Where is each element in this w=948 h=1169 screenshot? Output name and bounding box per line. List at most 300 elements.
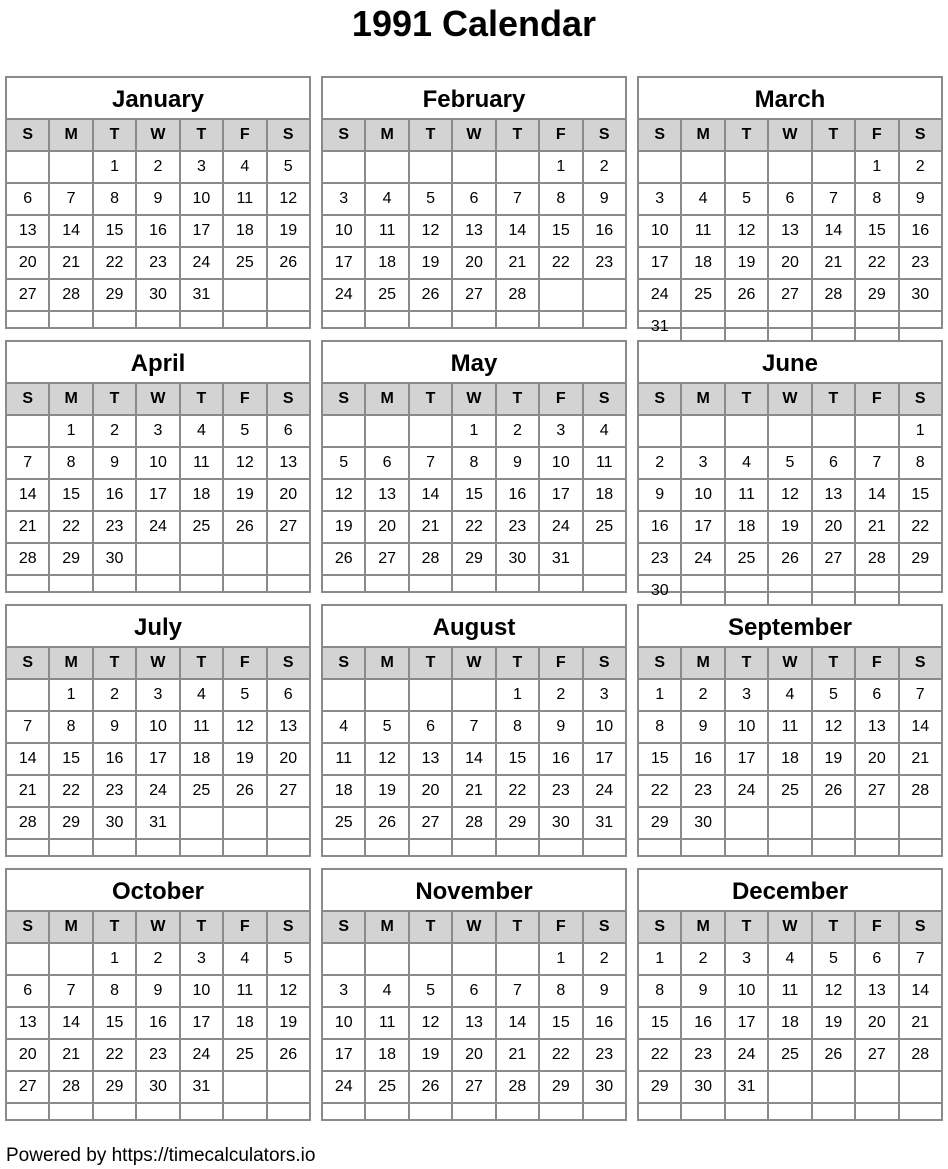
day-cell: 2	[94, 680, 137, 710]
week-row	[323, 944, 625, 976]
day-cell: 11	[726, 480, 769, 510]
month-name: October	[7, 870, 309, 912]
day-cell	[268, 840, 309, 855]
weekday-header: T	[813, 912, 856, 942]
day-cell	[497, 312, 540, 327]
day-cell	[366, 840, 409, 855]
weekday-header: S	[282, 654, 294, 671]
day-cell: 2	[137, 944, 180, 974]
day-cell: 3	[323, 184, 366, 214]
day-cell: 13	[7, 1008, 50, 1038]
day-cell: 25	[323, 808, 366, 838]
day-cell: 22	[856, 248, 899, 278]
day-cell: 22	[639, 1040, 682, 1070]
day-cell	[410, 312, 453, 327]
month-name: August	[323, 606, 625, 648]
day-cell: 24	[726, 1040, 769, 1070]
day-cell: 13	[813, 480, 856, 510]
month-name: February	[323, 78, 625, 120]
day-cell	[268, 808, 309, 838]
day-cell: 22	[540, 248, 583, 278]
day-cell: 3	[599, 686, 609, 703]
day-cell: 4	[769, 944, 812, 974]
day-cell: 4	[366, 184, 409, 214]
day-cell	[7, 152, 50, 182]
day-cell	[769, 312, 812, 340]
weekday-header: T	[181, 912, 224, 942]
day-cell: 24	[726, 776, 769, 806]
day-cell: 15	[639, 1008, 682, 1038]
week-row	[323, 544, 625, 576]
weekday-header: T	[94, 912, 137, 942]
weekday-header: M	[50, 912, 93, 942]
weekday-header: F	[224, 384, 267, 414]
week-row	[7, 680, 309, 712]
weekday-header: T	[94, 384, 137, 414]
day-cell	[94, 840, 137, 855]
day-cell	[7, 416, 50, 446]
day-cell: 4	[181, 680, 224, 710]
day-cell: 26	[224, 512, 267, 542]
day-cell: 31	[181, 1072, 224, 1102]
day-cell: 9	[137, 976, 180, 1006]
day-cell	[540, 1104, 583, 1119]
week-row	[323, 808, 625, 840]
day-cell	[453, 840, 496, 855]
day-cell: 30	[595, 1078, 614, 1095]
weekday-header-row	[323, 648, 625, 680]
week-row	[7, 1040, 309, 1072]
day-cell	[900, 1104, 941, 1119]
day-cell: 14	[911, 718, 930, 735]
page-title: 1991 Calendar	[351, 3, 597, 44]
day-cell: 26	[410, 1072, 453, 1102]
day-cell: 20	[410, 776, 453, 806]
day-cell: 16	[639, 512, 682, 542]
weekday-header: W	[769, 384, 812, 414]
day-cell: 8	[94, 976, 137, 1006]
day-cell: 11	[595, 454, 613, 471]
day-cell: 8	[856, 184, 899, 214]
day-cell: 4	[366, 976, 409, 1006]
day-cell: 21	[813, 248, 856, 278]
day-cell: 24	[639, 280, 682, 310]
day-cell: 28	[50, 1072, 93, 1102]
day-cell: 24	[682, 544, 725, 574]
day-cell	[50, 944, 93, 974]
week-row	[323, 416, 625, 448]
day-cell: 7	[7, 712, 50, 742]
day-cell: 21	[453, 776, 496, 806]
day-cell: 25	[181, 512, 224, 542]
day-cell: 27	[813, 544, 856, 574]
day-cell	[856, 416, 899, 446]
day-cell: 23	[595, 1046, 614, 1063]
day-cell: 5	[726, 184, 769, 214]
day-cell: 26	[279, 254, 298, 271]
day-cell: 1	[540, 944, 583, 974]
day-cell: 18	[181, 744, 224, 774]
weekday-header: T	[726, 384, 769, 414]
week-row	[323, 680, 625, 712]
day-cell	[410, 944, 453, 974]
day-cell: 17	[137, 480, 180, 510]
weekday-header: S	[323, 120, 366, 150]
day-cell: 20	[813, 512, 856, 542]
week-row	[323, 248, 625, 280]
day-cell	[323, 680, 366, 710]
day-cell: 1	[639, 944, 682, 974]
day-cell: 28	[410, 544, 453, 574]
day-cell	[7, 576, 50, 591]
day-cell: 18	[181, 480, 224, 510]
day-cell: 14	[453, 744, 496, 774]
day-cell	[137, 576, 180, 591]
day-cell: 5	[224, 416, 267, 446]
day-cell: 1	[915, 422, 925, 439]
day-cell: 15	[639, 744, 682, 774]
day-cell: 27	[279, 518, 298, 535]
day-cell: 24	[137, 776, 180, 806]
week-row	[639, 416, 941, 448]
day-cell	[268, 280, 309, 310]
day-cell: 25	[726, 544, 769, 574]
day-cell	[856, 840, 899, 855]
week-row	[639, 544, 941, 576]
weekday-header: T	[410, 648, 453, 678]
day-cell	[224, 840, 267, 855]
day-cell: 23	[137, 248, 180, 278]
week-row	[7, 776, 309, 808]
month-name: July	[7, 606, 309, 648]
weekday-header: T	[410, 912, 453, 942]
weekday-header: T	[813, 120, 856, 150]
week-row	[639, 840, 941, 855]
weekday-header-row	[323, 120, 625, 152]
day-cell	[224, 544, 267, 574]
weekday-header-row	[323, 384, 625, 416]
day-cell: 28	[497, 280, 540, 310]
day-cell	[453, 1104, 496, 1119]
day-cell	[813, 840, 856, 855]
day-cell: 21	[50, 1040, 93, 1070]
day-cell	[584, 1104, 625, 1119]
day-cell: 18	[595, 486, 614, 503]
day-cell: 9	[915, 190, 925, 207]
day-cell: 3	[181, 944, 224, 974]
day-cell: 23	[682, 1040, 725, 1070]
day-cell: 26	[410, 280, 453, 310]
day-cell: 2	[915, 158, 925, 175]
week-row	[639, 1072, 941, 1104]
day-cell: 21	[856, 512, 899, 542]
weekday-header: S	[598, 390, 610, 407]
weekday-header: F	[540, 384, 583, 414]
day-cell: 6	[366, 448, 409, 478]
day-cell: 5	[283, 158, 293, 175]
weekday-header: M	[50, 120, 93, 150]
day-cell: 7	[497, 976, 540, 1006]
weekday-header: F	[540, 648, 583, 678]
day-cell: 13	[7, 216, 50, 246]
week-row	[323, 1072, 625, 1104]
day-cell: 11	[181, 712, 224, 742]
weekday-header: S	[323, 384, 366, 414]
weekday-header: W	[453, 912, 496, 942]
weekday-header: S	[7, 648, 50, 678]
day-cell	[366, 312, 409, 327]
day-cell: 2	[497, 416, 540, 446]
day-cell: 25	[595, 518, 614, 535]
weekday-header: T	[410, 120, 453, 150]
calendar-grid	[5, 76, 943, 1121]
day-cell: 1	[50, 416, 93, 446]
day-cell	[410, 840, 453, 855]
week-row	[7, 576, 309, 591]
week-row	[7, 248, 309, 280]
day-cell: 23	[137, 1040, 180, 1070]
day-cell: 2	[137, 152, 180, 182]
day-cell: 12	[224, 448, 267, 478]
day-cell: 21	[911, 1014, 930, 1031]
week-row	[639, 1104, 941, 1119]
weekday-header: W	[769, 120, 812, 150]
day-cell: 2	[599, 950, 609, 967]
day-cell: 9	[497, 448, 540, 478]
weekday-header: F	[856, 648, 899, 678]
weekday-header: F	[856, 912, 899, 942]
day-cell: 28	[50, 280, 93, 310]
day-cell: 2	[599, 158, 609, 175]
day-cell	[813, 1072, 856, 1102]
day-cell	[769, 1104, 812, 1119]
day-cell	[268, 576, 309, 591]
day-cell: 27	[856, 1040, 899, 1070]
day-cell	[50, 312, 93, 327]
day-cell: 22	[540, 1040, 583, 1070]
weekday-header: M	[366, 120, 409, 150]
day-cell: 2	[682, 944, 725, 974]
weekday-header-row	[639, 648, 941, 680]
week-row	[323, 1104, 625, 1119]
weekday-header: M	[682, 912, 725, 942]
day-cell: 22	[94, 1040, 137, 1070]
day-cell: 28	[7, 544, 50, 574]
weekday-header: W	[137, 912, 180, 942]
week-row	[323, 744, 625, 776]
day-cell: 8	[497, 712, 540, 742]
day-cell: 16	[94, 744, 137, 774]
weekday-header: S	[282, 918, 294, 935]
weekday-header: F	[856, 384, 899, 414]
weekday-header: T	[497, 384, 540, 414]
weekday-header: T	[497, 120, 540, 150]
day-cell: 25	[224, 248, 267, 278]
day-cell: 31	[137, 808, 180, 838]
month-name: November	[323, 870, 625, 912]
day-cell: 29	[639, 808, 682, 838]
day-cell: 19	[410, 248, 453, 278]
day-cell: 27	[856, 776, 899, 806]
day-cell: 23	[497, 512, 540, 542]
day-cell: 10	[137, 712, 180, 742]
day-cell: 3	[137, 680, 180, 710]
week-row	[323, 1008, 625, 1040]
day-cell	[497, 1104, 540, 1119]
day-cell: 9	[682, 976, 725, 1006]
day-cell: 30	[682, 1072, 725, 1102]
day-cell: 13	[856, 712, 899, 742]
day-cell: 7	[50, 976, 93, 1006]
day-cell: 6	[453, 976, 496, 1006]
day-cell: 13	[279, 718, 298, 735]
day-cell: 15	[50, 744, 93, 774]
month-october	[5, 868, 311, 1121]
week-row	[7, 280, 309, 312]
weekday-header: T	[181, 120, 224, 150]
day-cell: 11	[224, 184, 267, 214]
weekday-header: M	[682, 384, 725, 414]
weekday-header: S	[639, 384, 682, 414]
day-cell: 16	[595, 1014, 614, 1031]
day-cell: 10	[639, 216, 682, 246]
day-cell: 27	[366, 544, 409, 574]
day-cell: 28	[7, 808, 50, 838]
day-cell	[769, 152, 812, 182]
day-cell: 28	[813, 280, 856, 310]
day-cell: 13	[453, 1008, 496, 1038]
day-cell: 30	[540, 808, 583, 838]
day-cell: 20	[769, 248, 812, 278]
day-cell: 1	[540, 152, 583, 182]
week-row	[7, 1072, 309, 1104]
day-cell: 2	[639, 448, 682, 478]
week-row	[323, 1040, 625, 1072]
day-cell: 19	[366, 776, 409, 806]
day-cell	[856, 576, 899, 604]
weekday-header: S	[598, 918, 610, 935]
weekday-header: T	[497, 912, 540, 942]
day-cell: 14	[497, 216, 540, 246]
day-cell: 23	[94, 512, 137, 542]
day-cell: 2	[94, 416, 137, 446]
day-cell: 17	[639, 248, 682, 278]
day-cell	[584, 312, 625, 327]
day-cell: 12	[224, 712, 267, 742]
day-cell: 10	[181, 184, 224, 214]
day-cell: 4	[769, 680, 812, 710]
day-cell: 31	[639, 312, 682, 340]
day-cell: 7	[453, 712, 496, 742]
day-cell: 6	[283, 686, 293, 703]
day-cell	[224, 1072, 267, 1102]
day-cell: 24	[323, 280, 366, 310]
day-cell	[726, 1104, 769, 1119]
week-row	[639, 312, 941, 340]
day-cell: 5	[813, 680, 856, 710]
day-cell	[769, 840, 812, 855]
footer-credit: Powered by https://timecalculators.io	[6, 1145, 316, 1166]
day-cell: 24	[137, 512, 180, 542]
day-cell	[639, 840, 682, 855]
day-cell	[497, 152, 540, 182]
week-row	[323, 448, 625, 480]
month-june	[637, 340, 943, 599]
week-row	[639, 744, 941, 776]
day-cell: 13	[366, 480, 409, 510]
weekday-header: S	[7, 120, 50, 150]
day-cell: 8	[639, 712, 682, 742]
day-cell: 14	[911, 982, 930, 999]
day-cell	[137, 312, 180, 327]
day-cell: 23	[595, 254, 614, 271]
day-cell: 31	[726, 1072, 769, 1102]
day-cell: 21	[50, 248, 93, 278]
weekday-header: T	[726, 912, 769, 942]
day-cell: 29	[50, 808, 93, 838]
day-cell	[137, 1104, 180, 1119]
day-cell: 15	[453, 480, 496, 510]
week-row	[323, 840, 625, 855]
day-cell: 7	[915, 686, 925, 703]
day-cell: 30	[137, 280, 180, 310]
day-cell	[50, 1104, 93, 1119]
day-cell: 9	[599, 982, 609, 999]
weekday-header-row	[639, 912, 941, 944]
week-row	[639, 448, 941, 480]
day-cell	[181, 840, 224, 855]
month-name: September	[639, 606, 941, 648]
day-cell	[813, 416, 856, 446]
week-row	[639, 712, 941, 744]
weekday-header: T	[497, 648, 540, 678]
day-cell: 3	[181, 152, 224, 182]
day-cell: 17	[137, 744, 180, 774]
week-row	[639, 512, 941, 544]
day-cell: 27	[279, 782, 298, 799]
day-cell	[366, 152, 409, 182]
day-cell: 25	[224, 1040, 267, 1070]
weekday-header: M	[366, 384, 409, 414]
day-cell: 29	[94, 280, 137, 310]
day-cell: 30	[94, 808, 137, 838]
week-row	[323, 776, 625, 808]
day-cell: 24	[181, 1040, 224, 1070]
week-row	[323, 576, 625, 591]
weekday-header-row	[7, 912, 309, 944]
day-cell: 19	[726, 248, 769, 278]
day-cell: 16	[682, 744, 725, 774]
day-cell	[584, 280, 625, 310]
day-cell: 1	[50, 680, 93, 710]
day-cell	[813, 1104, 856, 1119]
weekday-header: S	[914, 654, 926, 671]
weekday-header: T	[726, 648, 769, 678]
day-cell: 31	[595, 814, 614, 831]
day-cell: 6	[453, 184, 496, 214]
day-cell	[769, 576, 812, 604]
day-cell: 18	[726, 512, 769, 542]
weekday-header: F	[224, 912, 267, 942]
day-cell: 26	[813, 776, 856, 806]
day-cell: 6	[7, 976, 50, 1006]
day-cell	[181, 808, 224, 838]
day-cell: 11	[769, 976, 812, 1006]
day-cell: 23	[682, 776, 725, 806]
day-cell: 28	[453, 808, 496, 838]
day-cell: 5	[366, 712, 409, 742]
day-cell: 6	[410, 712, 453, 742]
